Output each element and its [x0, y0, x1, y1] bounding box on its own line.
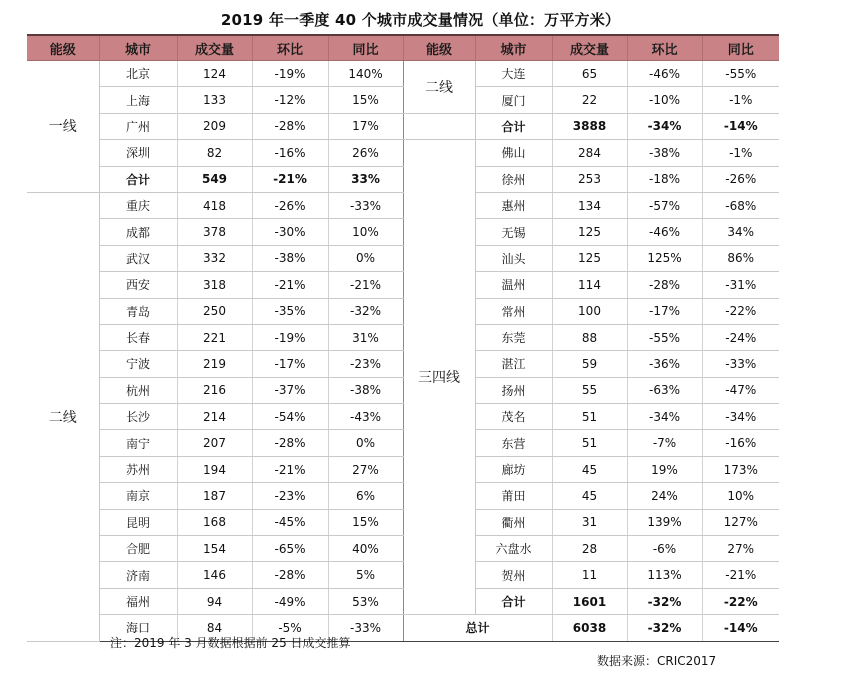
data-source: 数据来源：CRIC2017 [597, 654, 717, 668]
yoy-cell: 53% [328, 588, 403, 614]
volume-cell: 250 [177, 298, 252, 324]
city-cell: 海口 [99, 615, 177, 641]
mom-cell: -19% [252, 61, 328, 87]
yoy-cell: 15% [328, 87, 403, 113]
city-cell: 扬州 [475, 377, 552, 403]
yoy-cell: 127% [702, 509, 779, 535]
column-header: 环比 [627, 35, 702, 61]
table-row [27, 140, 779, 166]
mom-cell: -28% [252, 113, 328, 139]
yoy-cell: -38% [328, 377, 403, 403]
volume-cell: 549 [177, 166, 252, 192]
yoy-cell: -1% [702, 140, 779, 166]
volume-cell: 418 [177, 192, 252, 218]
yoy-cell: -16% [702, 430, 779, 456]
mom-cell: -34% [627, 113, 702, 139]
volume-cell: 216 [177, 377, 252, 403]
yoy-cell: 86% [702, 245, 779, 271]
city-cell: 合计 [475, 588, 552, 614]
yoy-cell: 10% [328, 219, 403, 245]
volume-cell: 100 [552, 298, 627, 324]
yoy-cell: -43% [328, 404, 403, 430]
yoy-cell: 17% [328, 113, 403, 139]
mom-cell: -18% [627, 166, 702, 192]
yoy-cell: -1% [702, 87, 779, 113]
table-container [27, 34, 779, 642]
table-row [27, 61, 779, 87]
volume-cell: 94 [177, 588, 252, 614]
column-header: 同比 [328, 35, 403, 61]
volume-cell: 284 [552, 140, 627, 166]
volume-cell: 133 [177, 87, 252, 113]
column-header: 城市 [99, 35, 177, 61]
city-cell: 宁波 [99, 351, 177, 377]
table-title: 2019 年一季度 40 个城市成交量情况（单位：万平方米） [220, 11, 621, 29]
city-cell: 长春 [99, 324, 177, 350]
mom-cell: -46% [627, 61, 702, 87]
city-cell: 合计 [99, 166, 177, 192]
city-cell: 贺州 [475, 562, 552, 588]
city-cell: 大连 [475, 61, 552, 87]
city-cell: 北京 [99, 61, 177, 87]
city-cell: 徐州 [475, 166, 552, 192]
mom-cell: -28% [627, 272, 702, 298]
mom-cell: 125% [627, 245, 702, 271]
yoy-cell: -22% [702, 298, 779, 324]
city-transaction-table [27, 34, 779, 642]
mom-cell: -37% [252, 377, 328, 403]
mom-cell: -38% [252, 245, 328, 271]
city-cell: 廊坊 [475, 456, 552, 482]
city-cell: 福州 [99, 588, 177, 614]
city-cell: 青岛 [99, 298, 177, 324]
mom-cell: -6% [627, 536, 702, 562]
yoy-cell: 6% [328, 483, 403, 509]
volume-cell: 194 [177, 456, 252, 482]
yoy-cell: 33% [328, 166, 403, 192]
yoy-cell: -23% [328, 351, 403, 377]
city-cell: 南京 [99, 483, 177, 509]
volume-cell: 125 [552, 245, 627, 271]
city-cell: 常州 [475, 298, 552, 324]
yoy-cell: 26% [328, 140, 403, 166]
column-header: 成交量 [177, 35, 252, 61]
yoy-cell: -33% [702, 351, 779, 377]
grand-total-label: 总计 [403, 615, 552, 641]
volume-cell: 31 [552, 509, 627, 535]
volume-cell: 3888 [552, 113, 627, 139]
city-cell: 合计 [475, 113, 552, 139]
mom-cell: -54% [252, 404, 328, 430]
city-cell: 杭州 [99, 377, 177, 403]
mom-cell: -12% [252, 87, 328, 113]
city-cell: 重庆 [99, 192, 177, 218]
column-header: 能级 [403, 35, 475, 61]
volume-cell: 221 [177, 324, 252, 350]
mom-cell: -21% [252, 272, 328, 298]
mom-cell: 113% [627, 562, 702, 588]
volume-cell: 214 [177, 404, 252, 430]
volume-cell: 378 [177, 219, 252, 245]
grand-total-yoy: -14% [702, 615, 779, 641]
yoy-cell: 27% [702, 536, 779, 562]
city-cell: 上海 [99, 87, 177, 113]
mom-cell: -16% [252, 140, 328, 166]
volume-cell: 55 [552, 377, 627, 403]
mom-cell: -63% [627, 377, 702, 403]
volume-cell: 84 [177, 615, 252, 641]
mom-cell: -21% [252, 456, 328, 482]
city-cell: 莆田 [475, 483, 552, 509]
yoy-cell: 34% [702, 219, 779, 245]
mom-cell: -38% [627, 140, 702, 166]
mom-cell: -65% [252, 536, 328, 562]
mom-cell: -45% [252, 509, 328, 535]
grand-total-mom: -32% [627, 615, 702, 641]
column-header: 环比 [252, 35, 328, 61]
yoy-cell: 27% [328, 456, 403, 482]
mom-cell: 24% [627, 483, 702, 509]
city-cell: 长沙 [99, 404, 177, 430]
tier-label-tier1: 一线 [27, 61, 99, 193]
grand-total-volume: 6038 [552, 615, 627, 641]
header-row [27, 35, 779, 61]
yoy-cell: 140% [328, 61, 403, 87]
city-cell: 成都 [99, 219, 177, 245]
mom-cell: -21% [252, 166, 328, 192]
mom-cell: -26% [252, 192, 328, 218]
volume-cell: 168 [177, 509, 252, 535]
mom-cell: -17% [627, 298, 702, 324]
volume-cell: 28 [552, 536, 627, 562]
yoy-cell: -33% [328, 192, 403, 218]
volume-cell: 124 [177, 61, 252, 87]
tier-label-tier2-right: 二线 [403, 61, 475, 114]
yoy-cell: -31% [702, 272, 779, 298]
volume-cell: 22 [552, 87, 627, 113]
volume-cell: 88 [552, 324, 627, 350]
volume-cell: 134 [552, 192, 627, 218]
yoy-cell: -55% [702, 61, 779, 87]
mom-cell: -35% [252, 298, 328, 324]
city-cell: 温州 [475, 272, 552, 298]
city-cell: 惠州 [475, 192, 552, 218]
mom-cell: -46% [627, 219, 702, 245]
volume-cell: 45 [552, 456, 627, 482]
volume-cell: 51 [552, 430, 627, 456]
mom-cell: -36% [627, 351, 702, 377]
mom-cell: -17% [252, 351, 328, 377]
volume-cell: 318 [177, 272, 252, 298]
volume-cell: 219 [177, 351, 252, 377]
column-header: 能级 [27, 35, 99, 61]
mom-cell: -28% [252, 562, 328, 588]
city-cell: 六盘水 [475, 536, 552, 562]
tier-label-tier3: 三四线 [403, 140, 475, 615]
mom-cell: -19% [252, 324, 328, 350]
volume-cell: 332 [177, 245, 252, 271]
volume-cell: 1601 [552, 588, 627, 614]
yoy-cell: 0% [328, 430, 403, 456]
city-cell: 广州 [99, 113, 177, 139]
yoy-cell: 173% [702, 456, 779, 482]
volume-cell: 114 [552, 272, 627, 298]
city-cell: 济南 [99, 562, 177, 588]
city-cell: 东莞 [475, 324, 552, 350]
mom-cell: -7% [627, 430, 702, 456]
volume-cell: 209 [177, 113, 252, 139]
yoy-cell: 0% [328, 245, 403, 271]
city-cell: 厦门 [475, 87, 552, 113]
mom-cell: -57% [627, 192, 702, 218]
volume-cell: 207 [177, 430, 252, 456]
city-cell: 西安 [99, 272, 177, 298]
city-cell: 汕头 [475, 245, 552, 271]
volume-cell: 187 [177, 483, 252, 509]
volume-cell: 146 [177, 562, 252, 588]
mom-cell: -10% [627, 87, 702, 113]
column-header: 城市 [475, 35, 552, 61]
yoy-cell: 15% [328, 509, 403, 535]
yoy-cell: -33% [328, 615, 403, 641]
city-cell: 南宁 [99, 430, 177, 456]
yoy-cell: 31% [328, 324, 403, 350]
yoy-cell: 40% [328, 536, 403, 562]
mom-cell: -32% [627, 588, 702, 614]
volume-cell: 253 [552, 166, 627, 192]
yoy-cell: -68% [702, 192, 779, 218]
yoy-cell: -47% [702, 377, 779, 403]
tier-empty-cell [403, 113, 475, 139]
yoy-cell: -21% [328, 272, 403, 298]
footnote: 注：2019 年 3 月数据根据前 25 日成交推算 [110, 636, 351, 650]
volume-cell: 82 [177, 140, 252, 166]
table-row [27, 113, 779, 139]
volume-cell: 51 [552, 404, 627, 430]
yoy-cell: -26% [702, 166, 779, 192]
volume-cell: 154 [177, 536, 252, 562]
mom-cell: -28% [252, 430, 328, 456]
city-cell: 昆明 [99, 509, 177, 535]
yoy-cell: -24% [702, 324, 779, 350]
mom-cell: 139% [627, 509, 702, 535]
city-cell: 湛江 [475, 351, 552, 377]
column-header: 同比 [702, 35, 779, 61]
yoy-cell: -32% [328, 298, 403, 324]
volume-cell: 11 [552, 562, 627, 588]
volume-cell: 65 [552, 61, 627, 87]
column-header: 成交量 [552, 35, 627, 61]
yoy-cell: 10% [702, 483, 779, 509]
mom-cell: -23% [252, 483, 328, 509]
city-cell: 苏州 [99, 456, 177, 482]
city-cell: 茂名 [475, 404, 552, 430]
table-body [27, 61, 779, 642]
yoy-cell: -14% [702, 113, 779, 139]
mom-cell: -5% [252, 615, 328, 641]
city-cell: 东营 [475, 430, 552, 456]
city-cell: 衢州 [475, 509, 552, 535]
city-cell: 无锡 [475, 219, 552, 245]
mom-cell: -30% [252, 219, 328, 245]
yoy-cell: -34% [702, 404, 779, 430]
yoy-cell: 5% [328, 562, 403, 588]
tier-label-tier2-left: 二线 [27, 192, 99, 641]
volume-cell: 125 [552, 219, 627, 245]
yoy-cell: -21% [702, 562, 779, 588]
volume-cell: 45 [552, 483, 627, 509]
city-cell: 佛山 [475, 140, 552, 166]
mom-cell: -55% [627, 324, 702, 350]
mom-cell: -34% [627, 404, 702, 430]
volume-cell: 59 [552, 351, 627, 377]
city-cell: 合肥 [99, 536, 177, 562]
city-cell: 深圳 [99, 140, 177, 166]
mom-cell: 19% [627, 456, 702, 482]
yoy-cell: -22% [702, 588, 779, 614]
mom-cell: -49% [252, 588, 328, 614]
city-cell: 武汉 [99, 245, 177, 271]
